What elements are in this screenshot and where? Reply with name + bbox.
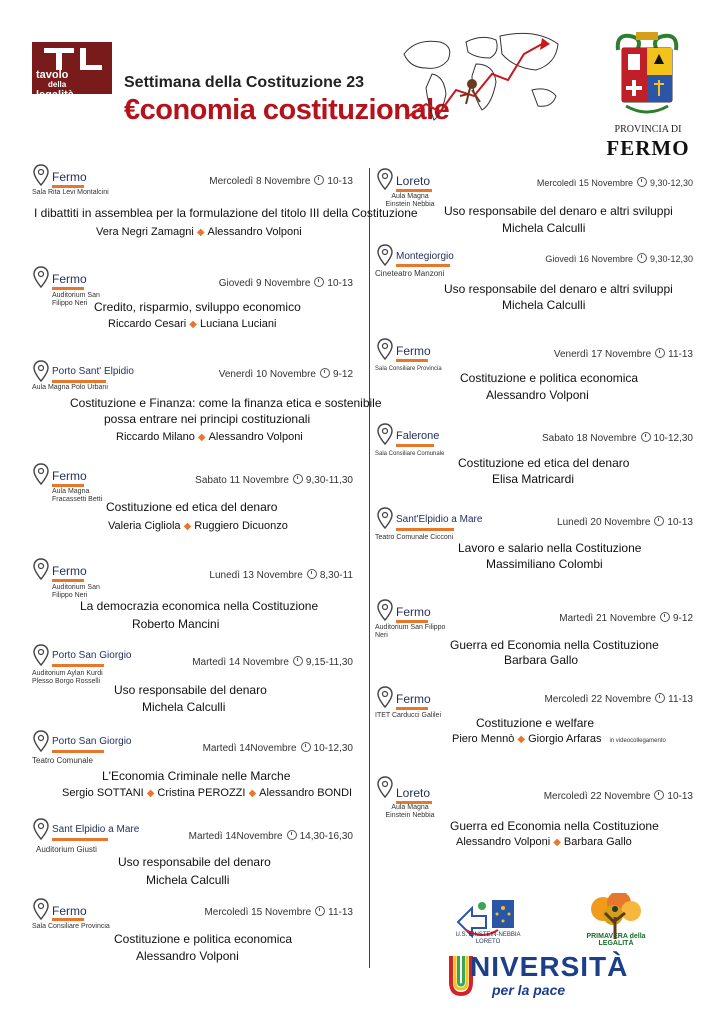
event-title: Credito, risparmio, sviluppo economico (94, 300, 301, 314)
universita-per-la-pace-title: NIVERSITÀ (470, 951, 629, 982)
city-underline (396, 189, 432, 192)
event-title: Uso responsabile del denaro e altri sviluppi (444, 204, 673, 218)
clock-icon (301, 742, 311, 752)
event-venue: Auditorium San Filippo Neri (52, 584, 100, 599)
event-date-time: Mercoledì 15 Novembre 9,30-12,30 (536, 178, 693, 188)
einstein-nebbia-caption: U.S. EINSTEIN-NEBBIA LORETO (455, 932, 521, 945)
location-pin-icon (33, 463, 49, 485)
clock-icon (654, 790, 664, 800)
location-pin-icon (33, 730, 49, 752)
event-city: Falerone (396, 430, 440, 442)
event-title: La democrazia economica nella Costituzione (80, 599, 319, 613)
clock-icon (654, 516, 664, 526)
event-title: Uso responsabile del denaro e altri sviluppi (444, 282, 673, 296)
event-date-time: Sabato 11 Novembre 9,30-11,30 (195, 475, 353, 486)
primavera-legalita-caption: PRIMAVERA della LEGALITÀ (586, 933, 646, 947)
provincia-fermo-crest (612, 30, 682, 120)
clock-icon (315, 906, 325, 916)
event-subtitle: Settimana della Costituzione 23 (124, 74, 365, 91)
tavolo-legalita-logo (32, 42, 112, 101)
event-city: Fermo (52, 469, 87, 483)
event-date-time: Lunedì 13 Novembre 8,30-11 (209, 570, 353, 581)
event-speakers: Alessandro Volponi ◆ Barbara Gallo (456, 836, 632, 848)
event-title: Guerra ed Economia nella Costituzione (450, 638, 659, 652)
location-pin-icon (33, 644, 49, 666)
event-venue: Sala Consiliare Provincia (32, 923, 110, 930)
event-speakers: Piero Mennò ◆ Giorgio Arfaras in videocollegamento (452, 733, 666, 745)
city-underline (52, 484, 84, 487)
clock-icon (660, 612, 670, 622)
clock-icon (320, 368, 330, 378)
event-date-time: Venerdì 17 Novembre 11-13 (553, 349, 693, 360)
event-speakers: Elisa Matricardi (492, 472, 575, 486)
event-city: Fermo (396, 605, 431, 619)
event-speakers: Roberto Mancini (132, 617, 220, 631)
event-title: Costituzione e welfare (476, 716, 595, 730)
event-speakers: Michela Calculli (146, 873, 230, 887)
event-date-time: Mercoledì 8 Novembre 10-13 (209, 176, 353, 187)
location-pin-icon (377, 776, 393, 798)
event-title: Costituzione ed etica del denaro (458, 456, 630, 470)
event-city: Loreto (396, 174, 431, 188)
event-city: Porto San Giorgio (52, 650, 132, 661)
province-name: FERMO (606, 136, 690, 160)
clock-icon (637, 177, 647, 187)
location-pin-icon (377, 686, 393, 708)
location-pin-icon (33, 266, 49, 288)
clock-icon (641, 432, 651, 442)
event-city: Fermo (52, 170, 87, 184)
event-speakers: Vera Negri Zamagni ◆ Alessandro Volponi (96, 226, 302, 238)
event-speakers: Alessandro Volponi (136, 949, 239, 963)
location-pin-icon (377, 507, 393, 529)
clock-icon (293, 656, 303, 666)
event-speakers: Michela Calculli (142, 700, 226, 714)
event-title: Uso responsabile del denaro (118, 855, 271, 869)
event-date-time: Mercoledì 22 Novembre 11-13 (544, 694, 693, 705)
location-pin-icon (33, 898, 49, 920)
event-title: I dibattiti in assemblea per la formulazione del titolo III della Costituzione (34, 206, 418, 220)
event-city: Montegiorgio (396, 251, 454, 262)
city-underline (52, 918, 84, 921)
event-speakers: Massimiliano Colombi (486, 557, 603, 571)
event-date-time: Martedì 21 Novembre 9-12 (559, 613, 693, 624)
event-venue: Sala Consiliare Comunale (375, 451, 445, 457)
event-title: Costituzione e Finanza: come la finanza etica e sostenibile (70, 396, 382, 410)
logo-words: tavolo della legalità (36, 69, 74, 101)
clock-icon (314, 175, 324, 185)
event-venue: Auditorium Giusti (36, 845, 97, 854)
column-divider (369, 168, 370, 968)
event-date-time: Martedì 14 Novembre 9,15-11,30 (192, 657, 353, 668)
event-title: Guerra ed Economia nella Costituzione (450, 819, 659, 833)
event-date-time: Giovedì 9 Novembre 10-13 (218, 278, 353, 289)
event-venue: Aula Magna Einstein Nebbia (385, 193, 435, 208)
event-city: Fermo (52, 904, 87, 918)
city-underline (52, 838, 108, 841)
event-speakers: Valeria Cigliola ◆ Ruggiero Dicuonzo (108, 520, 288, 532)
event-city: Porto San Giorgio (52, 736, 132, 747)
event-date-time: Lunedì 20 Novembre 10-13 (557, 517, 693, 528)
clock-icon (293, 474, 303, 484)
city-underline (52, 664, 104, 667)
event-city: Loreto (396, 786, 431, 800)
city-underline (396, 620, 428, 623)
event-date-time: Mercoledì 15 Novembre 11-13 (204, 907, 353, 918)
event-date-time: Martedì 14Novembre 14,30-16,30 (188, 831, 353, 842)
event-title: Uso responsabile del denaro (114, 683, 267, 697)
event-venue: Auditorium Aylan Kurdi Plesso Borgo Rosselli (32, 670, 103, 685)
city-underline (52, 380, 106, 383)
location-pin-icon (33, 360, 49, 382)
event-venue: Auditorium San Filippo Neri (375, 624, 446, 639)
location-pin-icon (377, 423, 393, 445)
event-speakers: Alessandro Volponi (486, 388, 589, 402)
city-underline (396, 264, 450, 267)
event-venue: Sala Consiliare Provincia (375, 366, 442, 372)
event-venue: Teatro Comunale (32, 756, 93, 765)
event-venue: ITET Carducci Galilei (375, 712, 442, 719)
location-pin-icon (33, 164, 49, 186)
event-venue: Teatro Comunale Cicconi (375, 534, 454, 541)
event-date-time: Venerdì 10 Novembre 9-12 (218, 369, 353, 380)
event-speakers: Michela Calculli (502, 298, 586, 312)
event-title: Costituzione e politica economica (114, 932, 293, 946)
world-map-graph-illustration (396, 24, 566, 136)
city-underline (396, 707, 428, 710)
location-pin-icon (377, 599, 393, 621)
event-city: Fermo (396, 692, 431, 706)
event-date-time: Giovedì 16 Novembre 9,30-12,30 (545, 254, 693, 264)
event-date-time: Mercoledì 22 Novembre 10-13 (543, 791, 693, 802)
event-speakers: Riccardo Milano ◆ Alessandro Volponi (116, 431, 303, 443)
city-underline (396, 528, 454, 531)
location-pin-icon (33, 818, 49, 840)
location-pin-icon (33, 558, 49, 580)
clock-icon (655, 348, 665, 358)
event-venue: Aula Magna Einstein Nebbia (385, 804, 435, 819)
event-title: Lavoro e salario nella Costituzione (458, 541, 642, 555)
city-underline (396, 444, 434, 447)
location-pin-icon (377, 168, 393, 190)
universita-per-la-pace-subtitle: per la pace (492, 982, 566, 998)
event-title: L'Economia Criminale nelle Marche (102, 769, 291, 783)
event-title: Costituzione e politica economica (460, 371, 639, 385)
clock-icon (314, 277, 324, 287)
event-speakers: Riccardo Cesari ◆ Luciana Luciani (108, 318, 277, 330)
city-underline (52, 579, 84, 582)
event-date-time: Sabato 18 Novembre 10-12,30 (542, 433, 693, 444)
event-venue: Sala Rita Levi Montalcini (32, 189, 109, 196)
event-city: Porto Sant' Elpidio (52, 366, 134, 377)
event-speakers: Sergio SOTTANI ◆ Cristina PEROZZI ◆ Alessandro BONDI (62, 787, 353, 799)
location-pin-icon (377, 338, 393, 360)
event-city: Fermo (52, 564, 87, 578)
clock-icon (637, 253, 647, 263)
event-city: Fermo (396, 344, 431, 358)
city-underline (396, 359, 428, 362)
event-city: Sant Elpidio a Mare (52, 824, 140, 835)
city-underline (52, 185, 84, 188)
event-speakers: Michela Calculli (502, 221, 586, 235)
event-venue: Auditorium San Filippo Neri (52, 292, 100, 307)
province-label: PROVINCIA DI (614, 124, 682, 135)
clock-icon (307, 569, 317, 579)
location-pin-icon (377, 244, 393, 266)
event-date-time: Martedì 14Novembre 10-12,30 (202, 743, 353, 754)
event-venue: Aula Magna Fracassetti Betti (52, 488, 103, 503)
clock-icon (287, 830, 297, 840)
clock-icon (655, 693, 665, 703)
city-underline (52, 750, 104, 753)
event-city: Fermo (52, 272, 87, 286)
event-speakers: Barbara Gallo (504, 653, 579, 667)
event-title: Costituzione ed etica del denaro (106, 500, 278, 514)
event-title-line2: possa entrare nei principi costituzionali (104, 412, 311, 426)
event-city: Sant'Elpidio a Mare (396, 514, 483, 525)
city-underline (52, 287, 84, 290)
event-venue: Cineteatro Manzoni (375, 269, 445, 278)
event-title: €conomia costituzionale (124, 94, 450, 126)
event-venue: Aula Magna Polo Urbani (32, 384, 108, 391)
